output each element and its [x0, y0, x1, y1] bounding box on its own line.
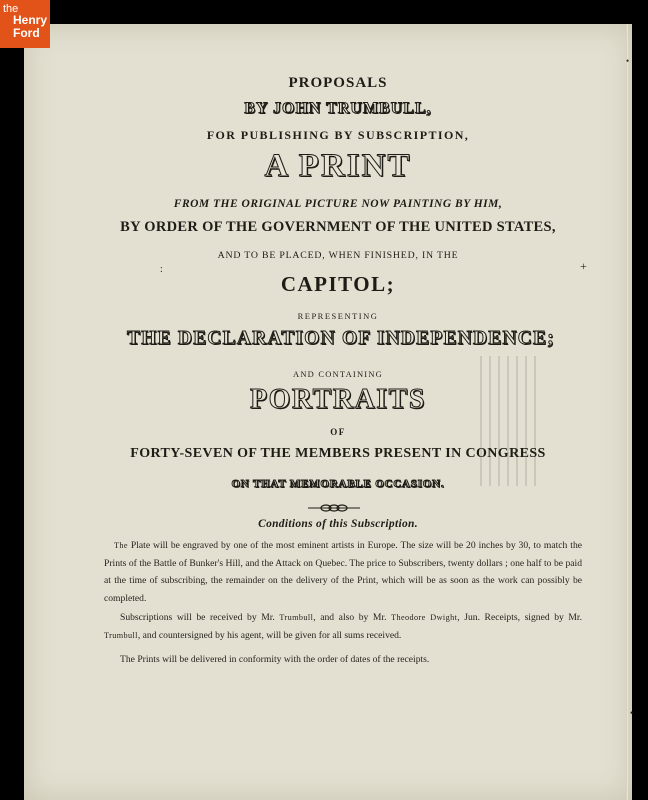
logo-line-henry: Henry [13, 13, 48, 27]
logo-line-the: the [3, 3, 19, 15]
edge-mark-top: • [626, 56, 630, 66]
line-representing: REPRESENTING [297, 311, 379, 321]
line-and-containing: AND CONTAINING [292, 369, 383, 379]
line-to-be-placed: AND TO BE PLACED, WHEN FINISHED, IN THE [217, 250, 459, 261]
name-trumbull-second: Trumbull [104, 630, 138, 640]
subscriptions-text-d: , and countersigned by his agent, will be given for all sums received. [137, 629, 402, 641]
subscriptions-text-a: Subscriptions will be received by Mr. [120, 612, 275, 623]
heading-portraits: PORTRAITS [250, 384, 426, 415]
conditions-heading: Conditions of this Subscription. [258, 518, 418, 530]
paragraph-plate-text: Plate will be engraved by one of the most eminent artists in Europe. The size will be 20 inches by 30, to match the Prints of the Battle of Bunker's Hill, and the Attack on Quebec. The price to Subscribers, twenty dollars ; one half to be paid at the time of subscribing, the remainder on the delivery of the Print, which will be as soon as the work can possibly be completed. [104, 540, 582, 604]
line-for-publishing: FOR PUBLISHING BY SUBSCRIPTION, [206, 128, 470, 142]
heading-declaration-of-independence: THE DECLARATION OF INDEPENDENCE; [127, 328, 555, 349]
paragraph-plate-conditions [104, 537, 582, 607]
edge-mark-bottom: • [630, 708, 634, 718]
henry-ford-logo [0, 0, 50, 48]
line-memorable-occasion: ON THAT MEMORABLE OCCASION. [231, 478, 445, 490]
name-theodore-dwight: Theodore Dwight [391, 613, 458, 622]
line-by-order-of-government: BY ORDER OF THE GOVERNMENT OF THE UNITED STATES, [120, 219, 556, 235]
ornamental-divider [306, 502, 362, 514]
paragraph-subscriptions [104, 609, 582, 644]
paragraph-delivery: The Prints will be delivered in conformity with the order of dates of the receipts. [120, 654, 430, 665]
pin-hole-mark: + [580, 259, 587, 273]
stray-ink-mark: : [160, 264, 163, 275]
subscriptions-text-b: , and also by Mr. [313, 612, 387, 623]
logo-line-ford: Ford [13, 26, 40, 40]
paper-fold-line [626, 24, 628, 800]
heading-by-john-trumbull: BY JOHN TRUMBULL, [244, 100, 432, 117]
line-forty-seven-members: FORTY-SEVEN OF THE MEMBERS PRESENT IN CONGRESS [130, 446, 546, 461]
line-from-original-picture: FROM THE ORIGINAL PICTURE NOW PAINTING BY HIM, [173, 198, 503, 210]
name-trumbull: Trumbull [279, 613, 314, 622]
subscriptions-text-c: , Jun. Receipts, signed by Mr. [457, 612, 582, 623]
line-of: OF [330, 427, 346, 437]
heading-proposals: PROPOSALS [288, 75, 388, 91]
heading-a-print: A PRINT [264, 148, 412, 184]
paragraph-lead-word: The [114, 541, 128, 550]
heading-capitol: CAPITOL; [280, 272, 396, 296]
